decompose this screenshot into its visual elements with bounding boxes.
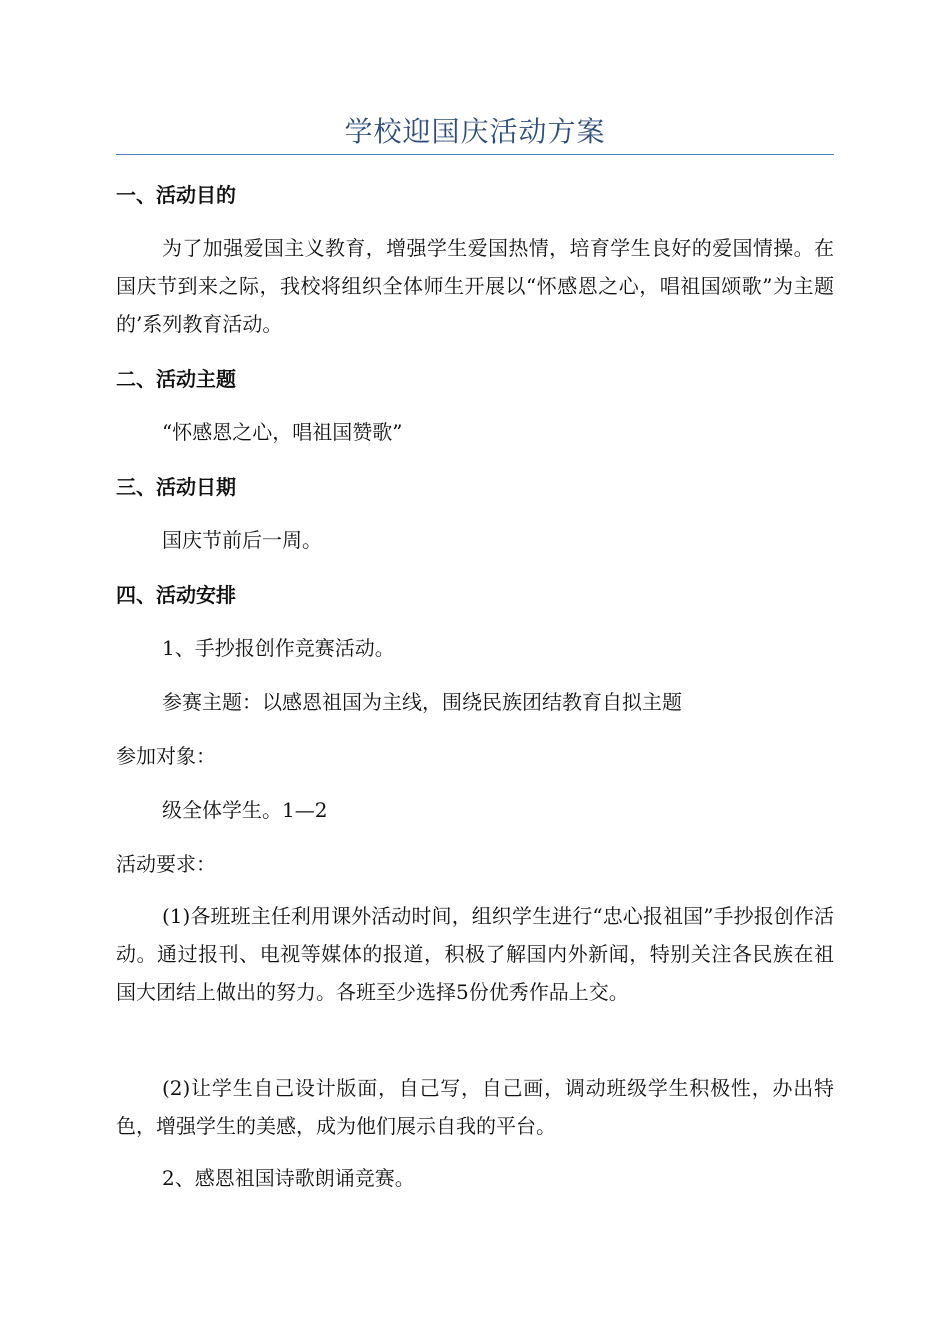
requirements-label: 活动要求：: [116, 852, 216, 876]
purpose-paragraph: 为了加强爱国主义教育，增强学生爱国热情，培育学生良好的爱国情操。在国庆节到来之际，我校将组织全体师生开展以“怀感恩之心，唱祖国颂歌”为主题的’系列教育活动。: [116, 236, 834, 336]
contest-theme-text: 参赛主题：以感恩祖国为主线，围绕民族团结教育自拟主题: [162, 690, 682, 714]
theme-text: “怀感恩之心，唱祖国赞歌”: [162, 420, 403, 444]
title-underline: [116, 154, 834, 155]
participants-label: 参加对象：: [116, 744, 216, 768]
requirement-1-paragraph: (1)各班班主任利用课外活动时间，组织学生进行“忠心报祖国”手抄报创作活动。通过报刊、电视等媒体的报道，积极了解国内外新闻，特别关注各民族在祖国大团结上做出的努力。各班至少选择5份优秀作品上交。: [116, 904, 834, 1004]
section-heading-theme: 二、活动主题: [116, 367, 236, 391]
date-text: 国庆节前后一周。: [162, 528, 322, 552]
section-heading-purpose: 一、活动目的: [116, 183, 236, 207]
section-heading-arrangement: 四、活动安排: [116, 583, 236, 607]
requirement-2-paragraph: (2)让学生自己设计版面，自己写，自己画，调动班级学生积极性，办出特色，增强学生的美感，成为他们展示自我的平台。: [116, 1076, 834, 1138]
arrangement-item-1: 1、手抄报创作竞赛活动。: [162, 636, 395, 660]
document-title: 学校迎国庆活动方案: [344, 115, 606, 148]
arrangement-item-2: 2、感恩祖国诗歌朗诵竞赛。: [162, 1166, 415, 1190]
participants-text: 级全体学生。1—2: [162, 798, 328, 822]
section-heading-date: 三、活动日期: [116, 475, 236, 499]
